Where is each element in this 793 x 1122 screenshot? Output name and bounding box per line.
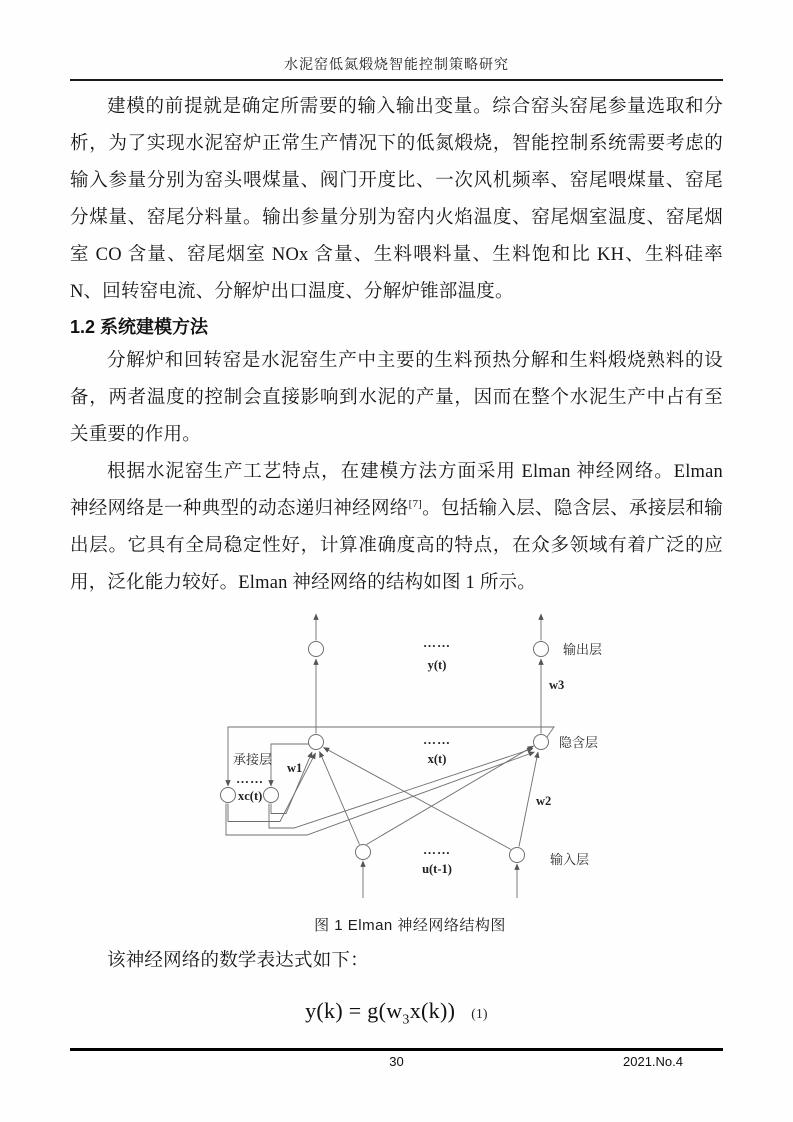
footer-rule <box>70 1048 723 1051</box>
figure-elman-network <box>170 602 650 935</box>
label-w1: w1 <box>287 761 303 775</box>
dots-hidden: …… <box>423 732 451 747</box>
dots-input: …… <box>423 842 451 857</box>
equation-number: (1) <box>471 1006 488 1021</box>
label-xt: x(t) <box>427 752 447 766</box>
running-title: 水泥窑低氮煅烧智能控制策略研究 <box>284 58 509 73</box>
paragraph-formula-lead-in: 该神经网络的数学表达式如下： <box>107 951 369 971</box>
label-hidden-layer: 隐含层 <box>559 735 599 750</box>
elman-network-diagram <box>170 602 650 912</box>
diagram-labels <box>233 635 602 876</box>
input-node-left <box>356 845 371 860</box>
equation-subscript: 3 <box>402 1012 410 1028</box>
issue-label: 2021.No.4 <box>623 1054 683 1069</box>
label-xct: xc(t) <box>238 789 263 803</box>
citation-ref-7: [7] <box>408 497 423 510</box>
output-node-right <box>534 642 549 657</box>
label-ut1: u(t-1) <box>422 862 452 876</box>
paragraph-kiln-importance: 分解炉和回转窑是水泥窑生产中主要的生料预热分解和生料煅烧熟料的设备，两者温度的控制会直接影响到水泥的产量，因而在整个水泥生产中占有至关重要的作用。 <box>70 351 723 445</box>
context-node-left <box>221 788 236 803</box>
paragraph-elman-text-before: 根据水泥窑生产工艺特点，在建模方法方面采用 Elman 神经网络。Elman 神经网络是一种典型的动态递归神经网络 <box>70 462 723 519</box>
hidden-node-right <box>534 735 549 750</box>
equation-1 <box>70 998 723 1028</box>
label-w2: w2 <box>536 794 552 808</box>
output-node-left <box>309 642 324 657</box>
label-input-layer: 输入层 <box>550 852 590 867</box>
label-context-layer: 承接层 <box>233 752 273 767</box>
equation-lhs: y(k) = g(w <box>305 998 403 1023</box>
paragraph-elman-intro <box>70 454 723 602</box>
dots-context: …… <box>236 771 264 786</box>
paragraph-elman-text-after: 。包括输入层、隐含层、承接层和输出层。它具有全局稳定性好，计算准确度高的特点，在众多领域有着广泛的应用，泛化能力较好。Elman 神经网络的结构如图 1 所示。 <box>70 499 723 593</box>
header-rule <box>70 79 723 81</box>
dots-output: …… <box>423 635 451 650</box>
footer-row <box>70 1054 723 1069</box>
label-w3: w3 <box>549 678 565 692</box>
input-right-to-hidden-left <box>324 748 512 850</box>
paragraph-io-variables: 建模的前提就是确定所需要的输入输出变量。综合窑头窑尾参量选取和分析，为了实现水泥窑炉正常生产情况下的低氮煅烧，智能控制系统需要考虑的输入参量分别为窑头喂煤量、阀门开度比、一次风机频率、窑尾喂煤量、窑尾分煤量、窑尾分料量。输出参量分别为窑内火焰温度、窑尾烟室温度、窑尾烟室 CO 含量、窑尾烟室 NOx 含量、生料喂料量、生料饱和比 KH、生料硅率 N、回转窑电流、分解炉出口温度、分解炉锥部温度。 <box>70 97 723 302</box>
page-footer <box>70 1048 723 1069</box>
figure-caption: 图 1 Elman 神经网络结构图 <box>314 917 506 934</box>
context-node-right <box>264 788 279 803</box>
label-output-layer: 输出层 <box>563 642 603 657</box>
network-connections <box>226 614 554 898</box>
equation-rhs: x(k)) <box>409 998 456 1023</box>
page-number: 30 <box>389 1054 404 1069</box>
section-heading-1-2: 1.2 系统建模方法 <box>70 317 209 337</box>
label-yt: y(t) <box>427 658 447 672</box>
hidden-right-to-context-left <box>228 727 554 786</box>
equation-body <box>305 998 456 1028</box>
input-node-right <box>510 848 525 863</box>
hidden-node-left <box>309 735 324 750</box>
input-left-to-hidden-left <box>320 752 360 845</box>
